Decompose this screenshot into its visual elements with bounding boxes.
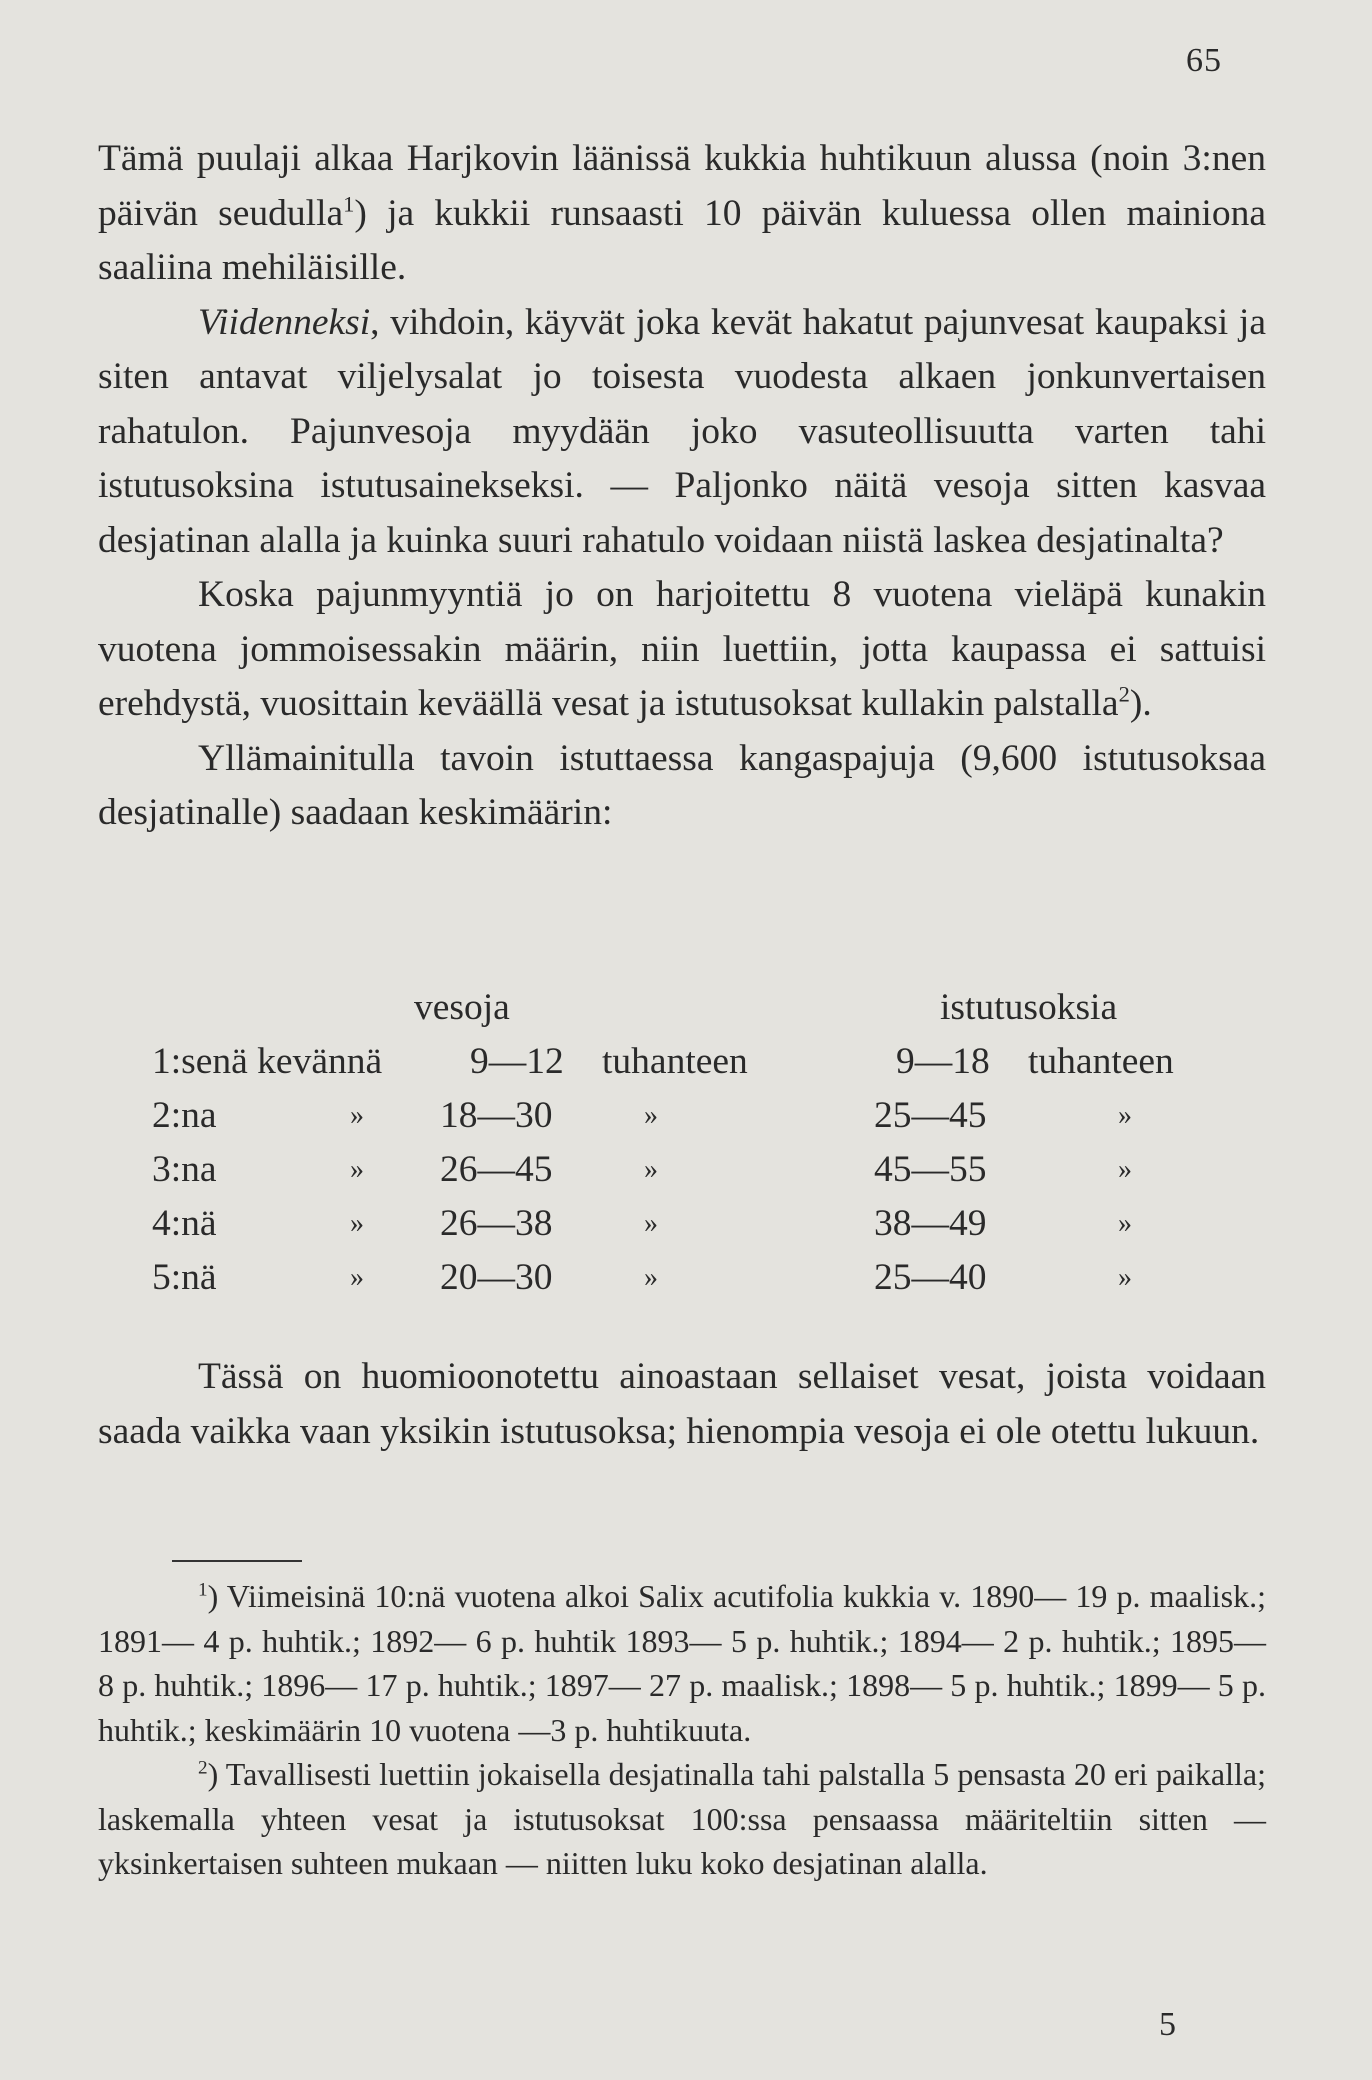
footnote-1-mark: 1 — [198, 1579, 208, 1601]
page-number-top: 65 — [1186, 42, 1222, 79]
closing-text — [98, 1350, 1266, 1459]
footnote-1 — [98, 1574, 1266, 1752]
ditto-mark: » — [350, 1208, 364, 1239]
table-row — [0, 1202, 1372, 1256]
ditto-mark: » — [350, 1262, 364, 1293]
ditto-mark: » — [1118, 1208, 1132, 1239]
paragraph-5: Tässä on huomioonotettu ainoastaan sellaiset vesat, joista voidaan saada vaikka vaan yksikin istutusoksa; hienompia vesoja ei ole otettu lukuun. — [98, 1356, 1266, 1452]
paragraph-1 — [98, 132, 1266, 296]
footnote-2 — [98, 1752, 1266, 1886]
table-row — [0, 1040, 1372, 1094]
row-istutusoksia: 25—40 — [874, 1257, 987, 1298]
footnote-ref-2: 2 — [1118, 681, 1130, 707]
footnote-1-text: ) Viimeisinä 10:nä vuotena alkoi Salix acutifolia kukkia v. 1890— 19 p. maalisk.; 1891— 4 p. huhtik.; 1892— 6 p. huhtik 1893— 5 p. huhtik.; 1894— 2 p. huhtik.; 1895— 8 p. huhtik.; 1896— 17 p. huhtik.; 1897— 27 p. maalisk.; 1898— 5 p. huhtik.; 1899— 5 p. huhtik.; keskimäärin 10 vuotena —3 p. huhtikuuta. — [98, 1578, 1266, 1748]
ditto-mark: » — [644, 1208, 658, 1239]
paragraph-1-end: ) ja kukkii runsaasti 10 päivän kuluessa ollen mainiona saaliina mehiläisille. — [98, 192, 1266, 288]
paragraph-4: Yllämainitulla tavoin istuttaessa kangaspajuja (9,600 istutusoksaa desjatinalle) saadaan keskimäärin: — [98, 737, 1266, 833]
row-label: 3:na — [152, 1149, 217, 1190]
row-vesoja: 20—30 — [440, 1257, 553, 1298]
header-istutusoksia: istutusoksia — [940, 987, 1118, 1028]
row-vesoja: 26—45 — [440, 1149, 553, 1190]
paragraph-3-end: ). — [1129, 683, 1152, 724]
paragraph-2-text: , vihdoin, käyvät joka kevät hakatut pajunvesat kaupaksi ja siten antavat viljelysalat jo toisesta vuodesta alkaen jonkunvertaisen rahatulon. Pajunvesoja myydään joko vasuteollisuutta varten tahi istutusoksina istutusainekseksi. — Paljonko näitä vesoja sitten kasvaa desjatinan alalla ja kuinka suuri rahatulo voidaan niistä laskea desjatinalta? — [98, 301, 1266, 561]
row-istutusoksia: 25—45 — [874, 1095, 987, 1136]
paragraph-1-text: Tämä puulaji alkaa Harjkovin läänissä kukkia huhtikuun alussa (noin 3:nen päivän seudulla — [98, 138, 1266, 234]
paragraph-3-text: Koska pajunmyyntiä jo on harjoitettu 8 vuotena vieläpä kunakin vuotena jommoisessakin määrin, niin luettiin, jotta kaupassa ei sattuisi erehdystä, vuosittain keväällä vesat ja istutusoksat kullakin palstalla — [98, 574, 1266, 724]
row-unit: tuhanteen — [1028, 1041, 1174, 1082]
table-row — [0, 1094, 1372, 1148]
row-istutusoksia: 45—55 — [874, 1149, 987, 1190]
main-text — [98, 132, 1266, 841]
row-unit: tuhanteen — [602, 1041, 748, 1082]
row-vesoja: 9—12 — [470, 1041, 564, 1082]
paragraph-3 — [98, 568, 1266, 732]
row-label: 4:nä — [152, 1203, 217, 1244]
ditto-mark: » — [1118, 1262, 1132, 1293]
footnote-divider — [172, 1560, 302, 1562]
footnote-2-mark: 2 — [198, 1757, 208, 1779]
footnotes — [98, 1574, 1266, 1886]
row-istutusoksia: 9—18 — [896, 1041, 990, 1082]
ditto-mark: » — [350, 1100, 364, 1131]
row-vesoja: 18—30 — [440, 1095, 553, 1136]
ditto-mark: » — [644, 1100, 658, 1131]
ditto-mark: » — [644, 1262, 658, 1293]
row-vesoja: 26—38 — [440, 1203, 553, 1244]
row-label: 5:nä — [152, 1257, 217, 1298]
footnote-2-text: ) Tavallisesti luettiin jokaisella desjatinalla tahi palstalla 5 pensasta 20 eri paikalla; laskemalla yhteen vesat ja istutusoksat 100:ssa pensaassa määriteltiin sitten — yksinkertaisen suhteen mukaan — niitten luku koko desjatinan alalla. — [98, 1756, 1266, 1881]
header-vesoja: vesoja — [414, 987, 510, 1028]
ditto-mark: » — [350, 1154, 364, 1185]
paragraph-2 — [98, 296, 1266, 569]
row-label: 1:senä kevännä — [152, 1041, 383, 1082]
signature-mark: 5 — [1159, 2006, 1176, 2043]
ditto-mark: » — [1118, 1100, 1132, 1131]
table-row — [0, 1256, 1372, 1310]
footnote-ref-1: 1 — [343, 191, 355, 216]
row-istutusoksia: 38—49 — [874, 1203, 987, 1244]
ditto-mark: » — [644, 1154, 658, 1185]
paragraph-2-italic: Viidenneksi — [198, 301, 371, 343]
table-row — [0, 1148, 1372, 1202]
ditto-mark: » — [1118, 1154, 1132, 1185]
row-label: 2:na — [152, 1095, 217, 1136]
